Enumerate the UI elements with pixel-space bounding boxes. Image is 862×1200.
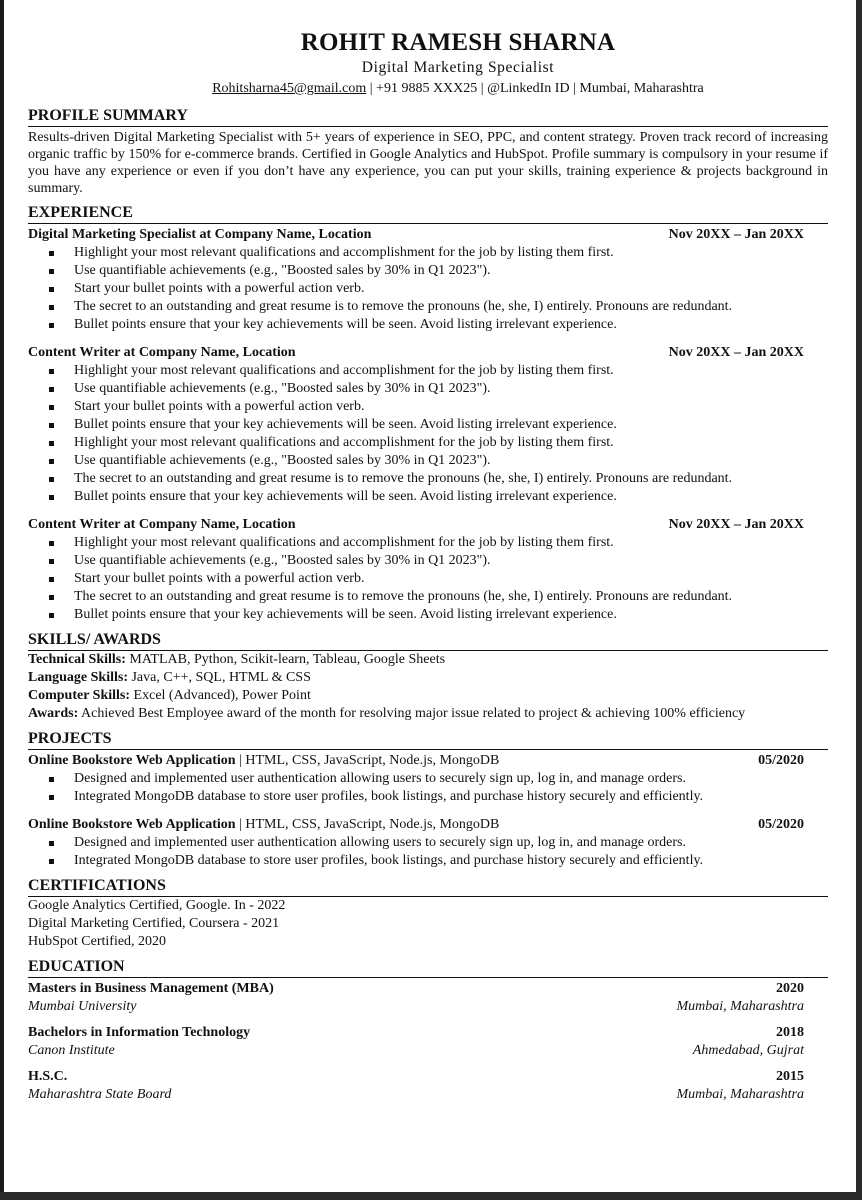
- project-header: [28, 752, 828, 770]
- bullet-item: The secret to an outstanding and great resume is to remove the pronouns (he, she, I) entirely. Pronouns are redundant.: [46, 470, 828, 488]
- bullet-item: Start your bullet points with a powerful action verb.: [46, 398, 828, 416]
- job-entry: [28, 516, 828, 624]
- bullet-item: The secret to an outstanding and great resume is to remove the pronouns (he, she, I) entirely. Pronouns are redundant.: [46, 298, 828, 316]
- education-location: Ahmedabad, Gujrat: [692, 1043, 804, 1058]
- certification-item: Digital Marketing Certified, Coursera - 2021: [28, 916, 280, 931]
- project-bullets: [28, 770, 828, 806]
- education-degree: Masters in Business Management (MBA): [28, 981, 274, 996]
- project-entry: [28, 816, 828, 870]
- education-header: [28, 1068, 828, 1086]
- job-entry: [28, 226, 828, 334]
- page-border-left: [0, 0, 4, 1200]
- education-details: [28, 1042, 828, 1060]
- email-link[interactable]: Rohitsharna45@gmail.com: [212, 81, 367, 96]
- bullet-item: Highlight your most relevant qualifications and accomplishment for the job by listing them first.: [46, 362, 828, 380]
- education-degree: Bachelors in Information Technology: [28, 1025, 251, 1040]
- section-title-experience: EXPERIENCE: [28, 203, 828, 224]
- skill-value: Excel (Advanced), Power Point: [130, 688, 311, 703]
- skill-row: [28, 705, 828, 723]
- project-name: Online Bookstore Web Application: [28, 753, 236, 768]
- job-bullets: [28, 534, 828, 624]
- page-border-bottom: [0, 1192, 862, 1200]
- education-location: Mumbai, Maharashtra: [676, 1087, 804, 1102]
- job-title: Digital Marketing Specialist at Company Name, Location: [28, 227, 372, 242]
- education-details: [28, 998, 828, 1016]
- certification-item: HubSpot Certified, 2020: [28, 934, 167, 949]
- job-header: [28, 344, 828, 362]
- certification-item: Google Analytics Certified, Google. In - 2022: [28, 898, 286, 913]
- education-header: [28, 1024, 828, 1042]
- project-tech: | HTML, CSS, JavaScript, Node.js, MongoDB: [235, 753, 500, 768]
- education-location: Mumbai, Maharashtra: [676, 999, 804, 1014]
- job-bullets: [28, 244, 828, 334]
- project-title: [28, 752, 499, 770]
- skill-value: Achieved Best Employee award of the month for resolving major issue related to project & achieving 100% efficiency: [78, 706, 746, 721]
- bullet-item: Use quantifiable achievements (e.g., "Boosted sales by 30% in Q1 2023").: [46, 452, 828, 470]
- bullet-item: Designed and implemented user authentication allowing users to securely sign up, log in, and manage orders.: [46, 834, 828, 852]
- education-year: 2020: [776, 981, 804, 996]
- bullet-item: Integrated MongoDB database to store user profiles, book listings, and purchase history securely and efficiently.: [46, 788, 828, 806]
- section-title-projects: PROJECTS: [28, 729, 828, 750]
- resume-page: [28, 28, 828, 1104]
- bullet-item: Start your bullet points with a powerful action verb.: [46, 280, 828, 298]
- job-dates: Nov 20XX – Jan 20XX: [668, 345, 804, 360]
- job-bullets: [28, 362, 828, 506]
- project-date: 05/2020: [758, 817, 804, 832]
- bullet-item: Highlight your most relevant qualifications and accomplishment for the job by listing them first.: [46, 244, 828, 262]
- project-header: [28, 816, 828, 834]
- education-school: Maharashtra State Board: [28, 1087, 172, 1102]
- project-name: Online Bookstore Web Application: [28, 817, 236, 832]
- contact-details: | +91 9885 XXX25 | @LinkedIn ID | Mumbai, Maharashtra: [366, 81, 704, 96]
- section-title-profile: PROFILE SUMMARY: [28, 106, 828, 127]
- skill-label: Technical Skills:: [28, 652, 126, 667]
- bullet-item: Bullet points ensure that your key achievements will be seen. Avoid listing irrelevant experience.: [46, 606, 828, 624]
- bullet-item: Start your bullet points with a powerful action verb.: [46, 570, 828, 588]
- education-details: [28, 1086, 828, 1104]
- bullet-item: Highlight your most relevant qualifications and accomplishment for the job by listing them first.: [46, 534, 828, 552]
- section-title-certifications: CERTIFICATIONS: [28, 876, 828, 897]
- bullet-item: The secret to an outstanding and great resume is to remove the pronouns (he, she, I) entirely. Pronouns are redundant.: [46, 588, 828, 606]
- education-year: 2015: [776, 1069, 804, 1084]
- job-entry: [28, 344, 828, 506]
- education-header: [28, 980, 828, 998]
- bullet-item: Use quantifiable achievements (e.g., "Boosted sales by 30% in Q1 2023").: [46, 380, 828, 398]
- education-entry: [28, 980, 828, 1016]
- skill-value: Java, C++, SQL, HTML & CSS: [127, 670, 311, 685]
- bullet-item: Highlight your most relevant qualifications and accomplishment for the job by listing them first.: [46, 434, 828, 452]
- education-school: Canon Institute: [28, 1043, 115, 1058]
- job-dates: Nov 20XX – Jan 20XX: [668, 517, 804, 532]
- bullet-item: Bullet points ensure that your key achievements will be seen. Avoid listing irrelevant experience.: [46, 316, 828, 334]
- project-bullets: [28, 834, 828, 870]
- education-degree: H.S.C.: [28, 1069, 68, 1084]
- section-title-education: EDUCATION: [28, 957, 828, 978]
- bullet-item: Bullet points ensure that your key achievements will be seen. Avoid listing irrelevant experience.: [46, 416, 828, 434]
- candidate-name: ROHIT RAMESH SHARNA: [300, 29, 616, 56]
- project-date: 05/2020: [758, 753, 804, 768]
- job-title: Content Writer at Company Name, Location: [28, 345, 296, 360]
- skill-label: Awards:: [28, 706, 79, 721]
- job-dates: Nov 20XX – Jan 20XX: [668, 227, 804, 242]
- skill-label: Language Skills:: [28, 670, 128, 685]
- project-title: [28, 816, 499, 834]
- candidate-role: Digital Marketing Specialist: [361, 59, 555, 76]
- bullet-item: Designed and implemented user authentication allowing users to securely sign up, log in, and manage orders.: [46, 770, 828, 788]
- job-header: [28, 516, 828, 534]
- education-entry: [28, 1068, 828, 1104]
- education-year: 2018: [776, 1025, 804, 1040]
- skill-row: [28, 651, 828, 669]
- bullet-item: Integrated MongoDB database to store user profiles, book listings, and purchase history securely and efficiently.: [46, 852, 828, 870]
- skill-label: Computer Skills:: [28, 688, 131, 703]
- job-header: [28, 226, 828, 244]
- bullet-item: Bullet points ensure that your key achievements will be seen. Avoid listing irrelevant experience.: [46, 488, 828, 506]
- skill-row: [28, 687, 828, 705]
- bullet-item: Use quantifiable achievements (e.g., "Boosted sales by 30% in Q1 2023").: [46, 552, 828, 570]
- education-entry: [28, 1024, 828, 1060]
- contact-line: [88, 78, 828, 100]
- skill-value: MATLAB, Python, Scikit-learn, Tableau, Google Sheets: [125, 652, 446, 667]
- page-border-right: [856, 0, 862, 1200]
- section-title-skills: SKILLS/ AWARDS: [28, 630, 828, 651]
- education-school: Mumbai University: [28, 999, 137, 1014]
- job-title: Content Writer at Company Name, Location: [28, 517, 296, 532]
- bullet-item: Use quantifiable achievements (e.g., "Boosted sales by 30% in Q1 2023").: [46, 262, 828, 280]
- skill-row: [28, 669, 828, 687]
- profile-summary-text: Results-driven Digital Marketing Specialist with 5+ years of experience in SEO, PPC, and content strategy. Proven track record of increasing organic traffic by 150% for e-commerce brands. Certified in Google Analytics and HubSpot. Profile summary is compulsory in your resume if you have any experience or even if you don’t have any experience, you can put your skills, training experience & projects background in summary.: [28, 130, 828, 196]
- project-tech: | HTML, CSS, JavaScript, Node.js, MongoDB: [235, 817, 500, 832]
- project-entry: [28, 752, 828, 806]
